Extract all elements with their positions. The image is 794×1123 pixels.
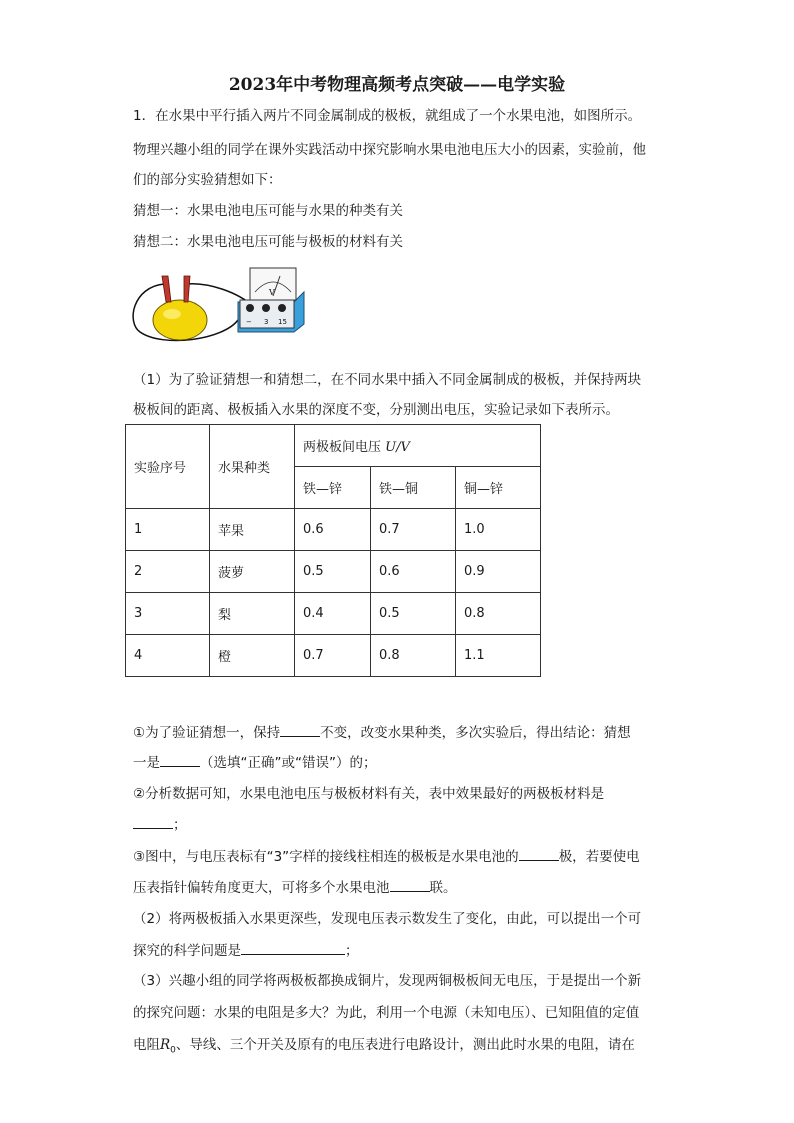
intro-line: 物理兴趣小组的同学在课外实践活动中探究影响水果电池电压大小的因素，实验前，他 xyxy=(133,142,646,158)
question-c-line2: 压表指针偏转角度更大，可将多个水果电池 联。 xyxy=(133,877,457,898)
question-1-line: 极板间的距离、极板插入水果的深度不变，分别测出电压，实验记录如下表所示。 xyxy=(133,402,619,418)
meter-letter: V xyxy=(269,288,275,297)
voltage-table xyxy=(125,424,541,677)
cell-voltage: 0.8 xyxy=(456,593,541,635)
question-3-line2: 的探究问题：水果的电阻是多大？为此，利用一个电源（未知电压）、已知阻值的定值 xyxy=(133,1005,640,1021)
question-2-line1: （2）将两极板插入水果更深些，发现电压表示数发生了变化，由此，可以提出一个可 xyxy=(133,911,642,927)
cell-index: 4 xyxy=(126,635,210,677)
question-c-line1: ③图中，与电压表标有“3”字样的接线柱相连的极板是水果电池的 极，若要使电 xyxy=(133,846,640,867)
cell-voltage: 0.6 xyxy=(371,551,456,593)
fruit-battery-figure xyxy=(128,262,318,352)
answer-blank[interactable] xyxy=(390,877,430,892)
table-row xyxy=(126,635,541,677)
fruit-battery-illustration xyxy=(128,262,318,348)
red-clip-icon xyxy=(162,276,171,302)
answer-blank[interactable] xyxy=(133,814,173,829)
cell-index: 2 xyxy=(126,551,210,593)
page-title: 2023年中考物理高频考点突破——电学实验 xyxy=(228,75,566,95)
header-fruit: 水果种类 xyxy=(210,425,295,509)
terminal-label: − xyxy=(246,318,252,326)
answer-blank[interactable] xyxy=(241,940,345,955)
cell-fruit: 菠萝 xyxy=(210,551,295,593)
question-b-line1: ②分析数据可知，水果电池电压与极板材料有关，表中效果最好的两极板材料是 xyxy=(133,786,605,802)
answer-blank[interactable] xyxy=(280,722,320,737)
table-row xyxy=(126,593,541,635)
answer-blank[interactable] xyxy=(160,752,200,767)
cell-voltage: 1.1 xyxy=(456,635,541,677)
cell-voltage: 0.7 xyxy=(295,635,371,677)
cell-fruit: 梨 xyxy=(210,593,295,635)
question-a-line2: 一是 （选填“正确”或“错误”）的； xyxy=(133,752,376,773)
hypothesis-one: 猜想一：水果电池电压可能与水果的种类有关 xyxy=(133,203,403,219)
cell-voltage: 0.5 xyxy=(371,593,456,635)
terminal-icon xyxy=(278,304,286,312)
cell-voltage: 0.7 xyxy=(371,509,456,551)
red-clip-icon xyxy=(184,276,190,302)
lemon-highlight xyxy=(163,309,181,319)
question-1-line: （1）为了验证猜想一和猜想二，在不同水果中插入不同金属制成的极板，并保持两块 xyxy=(133,372,642,388)
answer-blank[interactable] xyxy=(519,846,559,861)
terminal-icon xyxy=(246,304,254,312)
terminal-icon xyxy=(262,304,270,312)
subheader-material: 铁—铜 xyxy=(371,467,456,509)
cell-index: 3 xyxy=(126,593,210,635)
question-a-line1: ①为了验证猜想一，保持 不变，改变水果种类，多次实验后，得出结论：猜想 xyxy=(133,722,631,743)
cell-fruit: 橙 xyxy=(210,635,295,677)
question-3-line3: 电阻$R_0$、导线、三个开关及原有的电压表进行电路设计，测出此时水果的电阻，请在 xyxy=(133,1037,635,1056)
header-index: 实验序号 xyxy=(126,425,210,509)
cell-fruit: 苹果 xyxy=(210,509,295,551)
question-3-line1: （3）兴趣小组的同学将两极板都换成铜片，发现两铜极板间无电压，于是提出一个新 xyxy=(133,973,642,989)
cell-voltage: 0.9 xyxy=(456,551,541,593)
cell-voltage: 0.8 xyxy=(371,635,456,677)
table-row xyxy=(126,509,541,551)
hypothesis-two: 猜想二：水果电池电压可能与极板的材料有关 xyxy=(133,234,403,250)
subheader-material: 铜—锌 xyxy=(456,467,541,509)
intro-line: 们的部分实验猜想如下： xyxy=(133,172,282,188)
cell-voltage: 0.6 xyxy=(295,509,371,551)
question-2-line2: 探究的科学问题是 ； xyxy=(133,940,359,961)
cell-voltage: 0.5 xyxy=(295,551,371,593)
question-b-line2: ； xyxy=(133,814,187,835)
lemon-icon xyxy=(153,300,207,340)
terminal-label: 15 xyxy=(278,318,287,326)
header-voltage: 两极板间电压 U/V xyxy=(295,425,541,467)
subheader-material: 铁—锌 xyxy=(295,467,371,509)
terminal-label: 3 xyxy=(264,318,269,326)
cell-voltage: 0.4 xyxy=(295,593,371,635)
cell-index: 1 xyxy=(126,509,210,551)
table-row xyxy=(126,551,541,593)
intro-line: 1．在水果中平行插入两片不同金属制成的极板，就组成了一个水果电池，如图所示。 xyxy=(133,108,642,124)
cell-voltage: 1.0 xyxy=(456,509,541,551)
